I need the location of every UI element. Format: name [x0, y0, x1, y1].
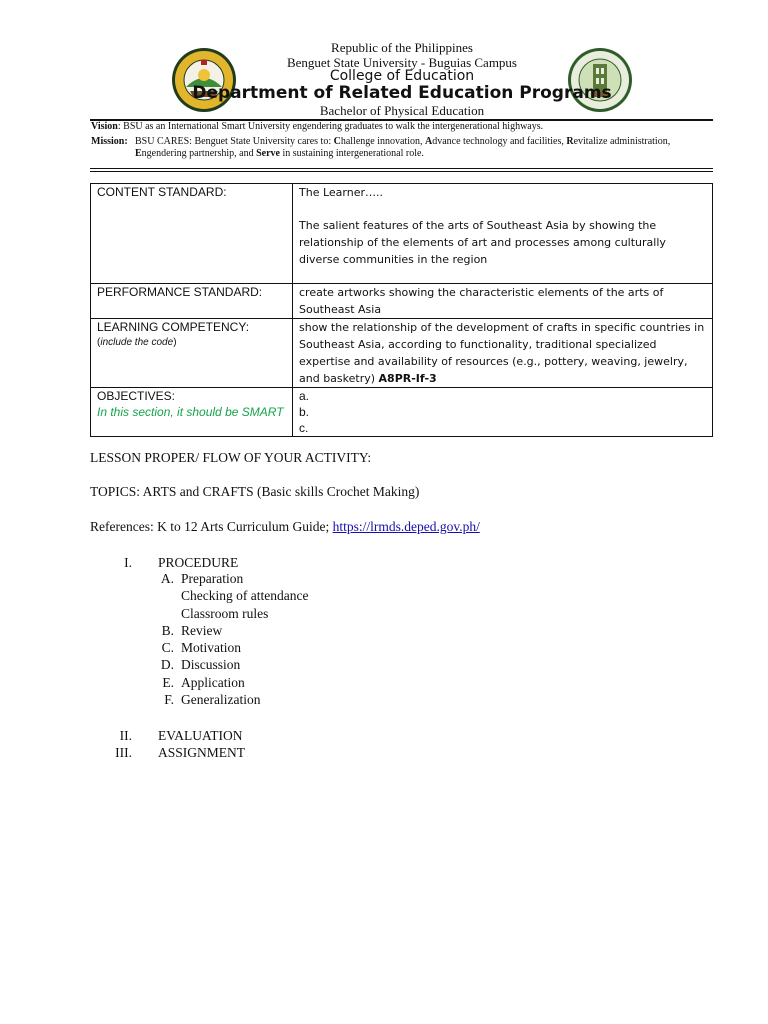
performance-standard-label: PERFORMANCE STANDARD: [91, 284, 293, 319]
mission-e-rest: ngendering partnership, and [141, 148, 257, 159]
table-row [91, 184, 713, 284]
mission-s: Serve [256, 148, 280, 159]
outline-attendance: Checking of attendance [181, 588, 309, 603]
competency-description: show the relationship of the development of crafts in specific countries in Southeast Asia, according to functionality, traditional specialized expertise and availability of resources (e.g., pottery, weaving, jewelry, and basketry) [299, 321, 705, 385]
header-college: College of Education [329, 68, 475, 84]
mission-a-rest: dvance technology and facilities, [432, 136, 567, 147]
outline-letter-f: F. [164, 692, 174, 707]
outline-classroom-rules: Classroom rules [181, 606, 269, 621]
competency-code: A8PR-If-3 [378, 372, 437, 385]
objectives-note: In this section, it should be SMART [97, 405, 284, 419]
note-text: include the code [100, 337, 174, 348]
outline-review: Review [181, 623, 223, 638]
outline-discussion: Discussion [181, 657, 241, 672]
mission-label: Mission: [91, 136, 128, 147]
vision-text: : BSU as an International Smart University engendering graduates to walk the intergenerational highways. [117, 121, 544, 132]
outline-num-ii: II. [119, 728, 132, 743]
header-program: Bachelor of Physical Education [319, 103, 485, 118]
outline-num-iii: III. [115, 745, 132, 760]
content-standard-label: CONTENT STANDARD: [91, 184, 293, 284]
outline-procedure: PROCEDURE [158, 555, 239, 570]
note-close-paren: ) [173, 337, 177, 348]
learning-competency-cell [91, 319, 293, 388]
outline-assignment: ASSIGNMENT [158, 745, 246, 760]
objective-a: a. [299, 389, 310, 403]
table-row [91, 319, 713, 388]
learning-competency-text [293, 319, 713, 388]
content-standard-cell [293, 184, 713, 284]
lesson-plan-table [90, 183, 713, 437]
outline-letter-e: E. [162, 675, 174, 690]
header-university: Benguet State University - Buguias Campus [286, 55, 517, 70]
content-standard-text: The salient features of the arts of Southeast Asia by showing the relationship of the elements of art and processes among culturally diverse communities in the region [299, 219, 666, 266]
mission-c: C [333, 136, 341, 147]
objectives-cell [91, 388, 293, 437]
references-prefix: References: K to 12 Arts Curriculum Guide; [90, 519, 333, 534]
mission-e: E [135, 148, 142, 159]
objective-b: b. [299, 405, 310, 419]
mission-r-rest: evitalize administration, [573, 136, 671, 147]
outline-generalization: Generalization [181, 692, 261, 707]
note-open-paren: ( [97, 337, 101, 348]
header-republic: Republic of the Philippines [331, 40, 473, 55]
mission-statement [135, 136, 713, 160]
performance-standard-text: create artworks showing the characteristic elements of the arts of Southeast Asia [293, 284, 713, 319]
objective-c: c. [299, 421, 309, 435]
outline-preparation: Preparation [181, 571, 244, 586]
objectives-label: OBJECTIVES: [97, 389, 176, 403]
vision-statement [91, 121, 711, 133]
double-rule-top [90, 168, 713, 169]
header-department: Department of Related Education Programs [192, 83, 612, 103]
outline-letter-d: D. [160, 657, 174, 672]
outline-num-i: I. [124, 555, 132, 570]
mission-prefix: BSU CARES: Benguet State University cares to: [135, 136, 334, 147]
outline-application: Application [181, 675, 245, 690]
learning-competency-note [97, 335, 286, 351]
lesson-topics: TOPICS: ARTS and CRAFTS (Basic skills Crochet Making) [90, 484, 420, 499]
outline-letter-a: A. [160, 571, 174, 586]
double-rule-bottom [90, 171, 713, 172]
outline-motivation: Motivation [181, 640, 241, 655]
mission-c-rest: hallenge innovation, [340, 136, 425, 147]
outline-letter-c: C. [161, 640, 174, 655]
lesson-heading: LESSON PROPER/ FLOW OF YOUR ACTIVITY: [90, 450, 372, 465]
cell-spacer [299, 201, 706, 217]
table-row [91, 284, 713, 319]
learning-competency-label: LEARNING COMPETENCY: [97, 320, 250, 334]
mission-r: R [566, 136, 574, 147]
outline-evaluation: EVALUATION [158, 728, 243, 743]
objectives-list [293, 388, 713, 437]
mission-a: A [424, 136, 433, 147]
references-link[interactable]: https://lrmds.deped.gov.ph/ [332, 519, 480, 534]
outline-letter-b: B. [161, 623, 174, 638]
table-row [91, 388, 713, 437]
mission-s-rest: in sustaining intergenerational role. [279, 148, 424, 159]
lesson-references [90, 519, 480, 535]
content-standard-intro: The Learner….. [299, 186, 383, 199]
vision-label: Vision [91, 121, 118, 132]
